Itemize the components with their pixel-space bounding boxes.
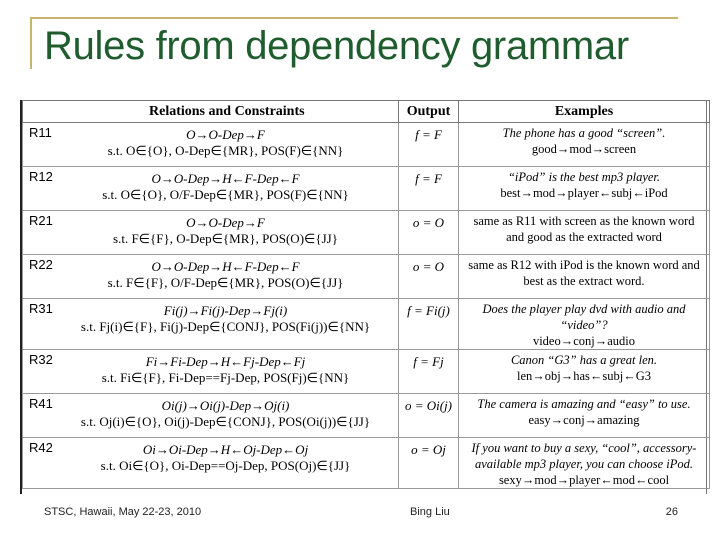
rule-id: R12 [29, 169, 53, 184]
relation-constraint: s.t. Fi∈{F}, Fi-Dep==Fj-Dep, POS(Fj)∈{NN} [101, 370, 350, 385]
relation-constraint: s.t. Oj(i)∈{O}, Oi(j)-Dep∈{CONJ}, POS(Oi(j))∈{JJ} [80, 414, 371, 429]
relation-cell [23, 438, 399, 489]
header-output: Output [399, 101, 459, 123]
relation-constraint: s.t. O∈{O}, O-Dep∈{MR}, POS(F)∈{NN} [107, 143, 344, 158]
relation-constraint: s.t. F∈{F}, O/F-Dep∈{MR}, POS(O)∈{JJ} [107, 275, 344, 290]
footer-conference: STSC, Hawaii, May 22-23, 2010 [44, 506, 202, 518]
output-cell: o = O [399, 211, 459, 255]
page-title: Rules from dependency grammar [44, 24, 629, 68]
relation-pattern: Fi(j)→Fi(j)-Dep→Fj(i) [163, 303, 288, 318]
examples-cell [459, 167, 710, 211]
example-line: “iPod” is the best mp3 player. [507, 170, 661, 184]
example-line: The phone has a good “screen”. [502, 126, 666, 140]
table-row [23, 255, 710, 299]
rule-id: R32 [29, 352, 53, 367]
relation-pattern: Fi→Fi-Dep→H←Fj-Dep←Fj [145, 354, 306, 369]
example-line: sexy→mod→player←mod←cool [498, 473, 670, 487]
table-row [23, 438, 710, 489]
rule-id: R31 [29, 301, 53, 316]
relation-pattern: O→O-Dep→H←F-Dep←F [151, 171, 300, 186]
example-line: easy→conj→amazing [528, 413, 640, 427]
example-line: “video”? [560, 318, 608, 332]
relation-cell [23, 167, 399, 211]
table-row [23, 123, 710, 167]
relation-cell [23, 211, 399, 255]
relation-constraint: s.t. Fj(i)∈{F}, Fi(j)-Dep∈{CONJ}, POS(Fi(j))∈{NN} [80, 319, 371, 334]
examples-cell [459, 299, 710, 350]
output-cell: f = F [399, 123, 459, 167]
output-cell: o = Oi(j) [399, 394, 459, 438]
relation-pattern: O→O-Dep→F [186, 127, 265, 142]
table-row [23, 299, 710, 350]
rules-table [22, 100, 710, 489]
example-line: same as R11 with screen as the known word [473, 214, 695, 228]
example-line: The camera is amazing and “easy” to use. [477, 397, 691, 411]
relation-pattern: Oi→Oi-Dep→H←Oj-Dep←Oj [142, 442, 309, 457]
example-line: same as R12 with iPod is the known word and [468, 258, 700, 272]
examples-cell [459, 350, 710, 394]
rule-id: R11 [29, 125, 52, 140]
relation-cell [23, 394, 399, 438]
relation-cell [23, 299, 399, 350]
example-line: video→conj→audio [532, 334, 636, 348]
header-relations: Relations and Constraints [23, 101, 399, 123]
table-row [23, 394, 710, 438]
slide-frame-left [30, 17, 32, 69]
example-line: Canon “G3” has a great len. [510, 353, 658, 367]
relation-cell [23, 350, 399, 394]
footer-author: Bing Liu [410, 506, 450, 518]
relation-pattern: Oi(j)→Oi(j)-Dep→Oj(i) [161, 398, 290, 413]
relation-constraint: s.t. F∈{F}, O-Dep∈{MR}, POS(O)∈{JJ} [113, 231, 338, 246]
example-line: If you want to buy a sexy, “cool”, accessory- [471, 441, 697, 455]
examples-cell [459, 211, 710, 255]
example-line: and good as the extracted word [506, 230, 662, 244]
relation-constraint: s.t. O∈{O}, O/F-Dep∈{MR}, POS(F)∈{NN} [102, 187, 349, 202]
table-row [23, 211, 710, 255]
table-row [23, 167, 710, 211]
output-cell: f = F [399, 167, 459, 211]
header-examples: Examples [459, 101, 710, 123]
table-header-row [23, 101, 710, 123]
output-cell: o = O [399, 255, 459, 299]
relation-cell [23, 123, 399, 167]
example-line: good→mod→screen [531, 142, 637, 156]
slide-frame-top [30, 17, 678, 19]
relation-pattern: O→O-Dep→H←F-Dep←F [151, 259, 300, 274]
example-line: Does the player play dvd with audio and [482, 302, 686, 316]
relation-constraint: s.t. Oi∈{O}, Oi-Dep==Oj-Dep, POS(Oj)∈{JJ} [100, 458, 351, 473]
examples-cell [459, 438, 710, 489]
example-line: best as the extract word. [523, 274, 645, 288]
examples-cell [459, 255, 710, 299]
example-line: available mp3 player, you can choose iPod. [474, 457, 693, 471]
output-cell: f = Fj [399, 350, 459, 394]
examples-cell [459, 394, 710, 438]
rule-id: R42 [29, 440, 53, 455]
rule-id: R22 [29, 257, 53, 272]
rule-id: R21 [29, 213, 53, 228]
output-cell: o = Oj [399, 438, 459, 489]
relation-pattern: O→O-Dep→F [186, 215, 265, 230]
example-line: best→mod→player←subj←iPod [500, 186, 668, 200]
table-row [23, 350, 710, 394]
example-line: len→obj→has←subj←G3 [516, 369, 652, 383]
relation-cell [23, 255, 399, 299]
examples-cell [459, 123, 710, 167]
rule-id: R41 [29, 396, 53, 411]
footer-page-number: 26 [665, 506, 678, 518]
output-cell: f = Fi(j) [399, 299, 459, 350]
rules-table-container [20, 100, 707, 494]
